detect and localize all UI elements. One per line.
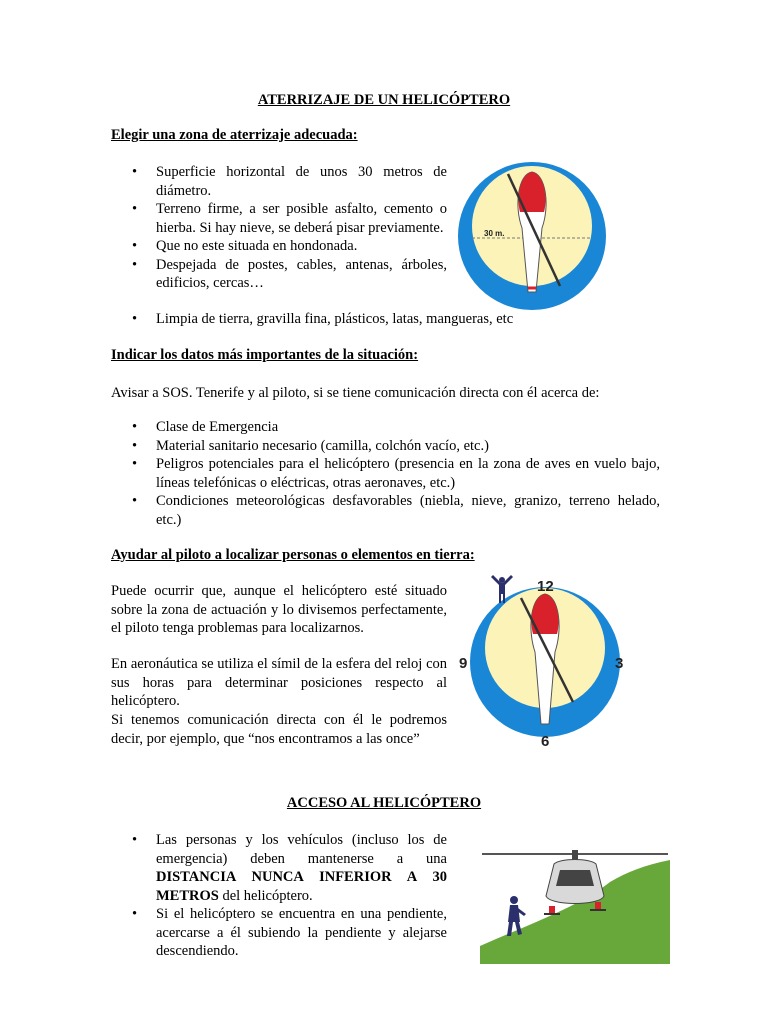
clock-3-label: 3 — [615, 655, 624, 672]
list-item: • Condiciones meteorológicas desfavorables (niebla, nieve, granizo, terreno helado, etc.) — [111, 492, 660, 529]
list-item: • Superficie horizontal de unos 30 metros de diámetro. — [111, 163, 447, 200]
distance-emphasis: DISTANCIA NUNCA INFERIOR A 30 METROS — [156, 869, 447, 904]
section-heading-landing-zone: Elegir una zona de aterrizaje adecuada: — [111, 127, 358, 143]
list-item: • Material sanitario necesario (camilla, colchón vacío, etc.) — [111, 437, 660, 456]
locate-paragraph-2: En aeronáutica se utiliza el símil de la esfera del reloj con sus horas para determinar posiciones respecto al helicóptero. — [111, 656, 447, 710]
landing-zone-figure — [448, 158, 618, 314]
locate-paragraph-1: Puede ocurrir que, aunque el helicóptero esté situado sobre la zona de actuación y lo divisemos perfectamente, el piloto tenga problemas para localizarnos. — [111, 583, 447, 637]
list-item: • Terreno firme, a ser posible asfalto, cemento o hierba. Si hay nieve, se deberá pisar previamente. — [111, 200, 447, 237]
data-list — [111, 418, 660, 529]
distance-text-end: del helicóptero. — [218, 887, 313, 904]
page-title: ATERRIZAJE DE UN HELICÓPTERO — [257, 92, 511, 108]
locate-paragraph-3: Si tenemos comunicación directa con él le podremos decir, por ejemplo, que “nos encontramos a las once” — [111, 712, 447, 747]
list-item: • Peligros potenciales para el helicóptero (presencia en la zona de aves en vuelo bajo, líneas telefónicas o eléctricas, otras aeronaves, etc.) — [111, 455, 660, 492]
helicopter-slope-figure — [480, 848, 670, 964]
list-item — [111, 831, 447, 905]
list-item: • Despejada de postes, cables, antenas, árboles, edificios, cercas… — [111, 256, 447, 293]
section-title-access: ACCESO AL HELICÓPTERO — [286, 795, 482, 811]
section-heading-locate: Ayudar al piloto a localizar personas o elementos en tierra: — [111, 547, 475, 563]
list-item: • Que no este situada en hondonada. — [111, 237, 447, 256]
clock-12-label: 12 — [537, 578, 554, 595]
section-heading-data: Indicar los datos más importantes de la situación: — [111, 347, 419, 363]
clock-9-label: 9 — [459, 655, 468, 672]
section2-intro: Avisar a SOS. Tenerife y al piloto, si se tiene comunicación directa con él acerca de: — [111, 385, 600, 401]
landing-zone-list — [111, 163, 447, 293]
distance-text: Las personas y los vehículos (incluso los de emergencia) deben mantenerse a una — [156, 832, 447, 867]
clock-position-figure — [455, 574, 640, 754]
access-list — [111, 831, 447, 961]
list-item: • Si el helicóptero se encuentra en una pendiente, acercarse a él subiendo la pendiente y alejarse descendiendo. — [111, 905, 447, 961]
list-item: • Limpia de tierra, gravilla fina, plásticos, latas, mangueras, etc — [111, 310, 571, 329]
diameter-label: 30 m. — [484, 229, 505, 238]
list-item: • Clase de Emergencia — [111, 418, 660, 437]
clock-6-label: 6 — [541, 733, 550, 750]
